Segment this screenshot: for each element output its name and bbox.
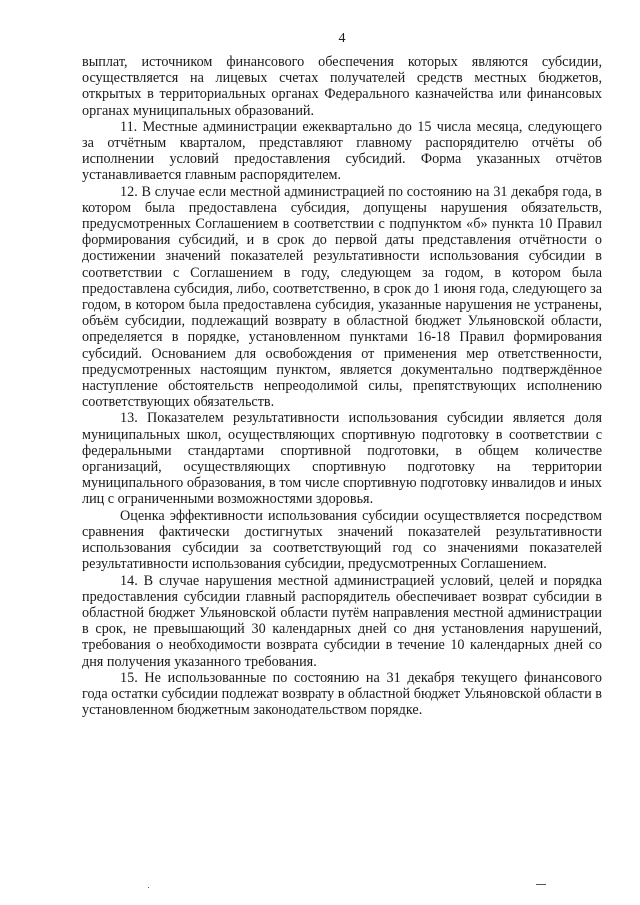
paragraph-11: 11. Местные администрации ежеквартально до 15 числа месяца, следующего за отчётным кварталом, представляют главному распорядителю отчёты об исполнении условий предоставления субсидий. Форма указанных отчётов устанавливается главным распорядителем. — [82, 118, 602, 184]
paragraph-12: 12. В случае если местной администрацией по состоянию на 31 декабря года, в котором была предоставлена субсидия, допущены нарушения обязательств, предусмотренных Соглашением в соответствии с подпунктом «б» пункта 10 Правил формирования субсидий, и в срок до первой даты представления отчётности о достижении значений показателей результативности использования субсидии в соответствии с Соглашением в году, следующем за годом, в котором была предоставлена субсидия, либо, соответственно, в срок до 1 июня года, следующего за годом, в котором была предоставлена субсидия, указанные нарушения не устранены, объём субсидии, подлежащий возврату в областной бюджет Ульяновской области, определяется в порядке, установленном пунктами 16-18 Правил формирования субсидий. Основанием для освобождения от применения мер ответственности, предусмотренных настоящим пунктом, является документально подтверждённое наступление обстоятельств непреодолимой силы, препятствующих исполнению соответствующих обязательств. — [82, 183, 602, 411]
paragraph-efficiency-assessment: Оценка эффективности использования субсидии осуществляется посредством сравнения фактически достигнутых значений показателей результативности использования субсидии за соответствующий год со значениями показателей результативности использования субсидии, предусмотренных Соглашением. — [82, 507, 602, 573]
paragraph-14: 14. В случае нарушения местной администрацией условий, целей и порядка предоставления субсидии главный распорядитель обеспечивает возврат субсидии в областной бюджет Ульяновской области путём направления местной администрации в срок, не превышающий 30 календарных дней со дня установления нарушений, требования о необходимости возврата субсидии в течение 10 календарных дней со дня получения указанного требования. — [82, 572, 602, 670]
paragraph-15: 15. Не использованные по состоянию на 31 декабря текущего финансового года остатки субсидии подлежат возврату в областной бюджет Ульяновской области в установленном бюджетным законодательством порядке. — [82, 669, 602, 719]
paragraph-13: 13. Показателем результативности использования субсидии является доля муниципальных школ, осуществляющих спортивную подготовку в соответствии с федеральными стандартами спортивной подготовки, в общем количестве организаций, осуществляющих спортивную подготовку на территории муниципального образования, в том числе спортивную подготовку инвалидов и иных лиц с ограниченными возможностями здоровья. — [82, 410, 602, 508]
scan-speck — [536, 884, 546, 885]
page-number: 4 — [338, 31, 346, 46]
paragraph-continuation: выплат, источником финансового обеспечения которых являются субсидии, осуществляется на лицевых счетах получателей средств местных бюджетов, открытых в территориальных органах Федерального казначейства или финансовых органах муниципальных образований. — [82, 54, 602, 119]
scan-speck — [148, 887, 149, 888]
